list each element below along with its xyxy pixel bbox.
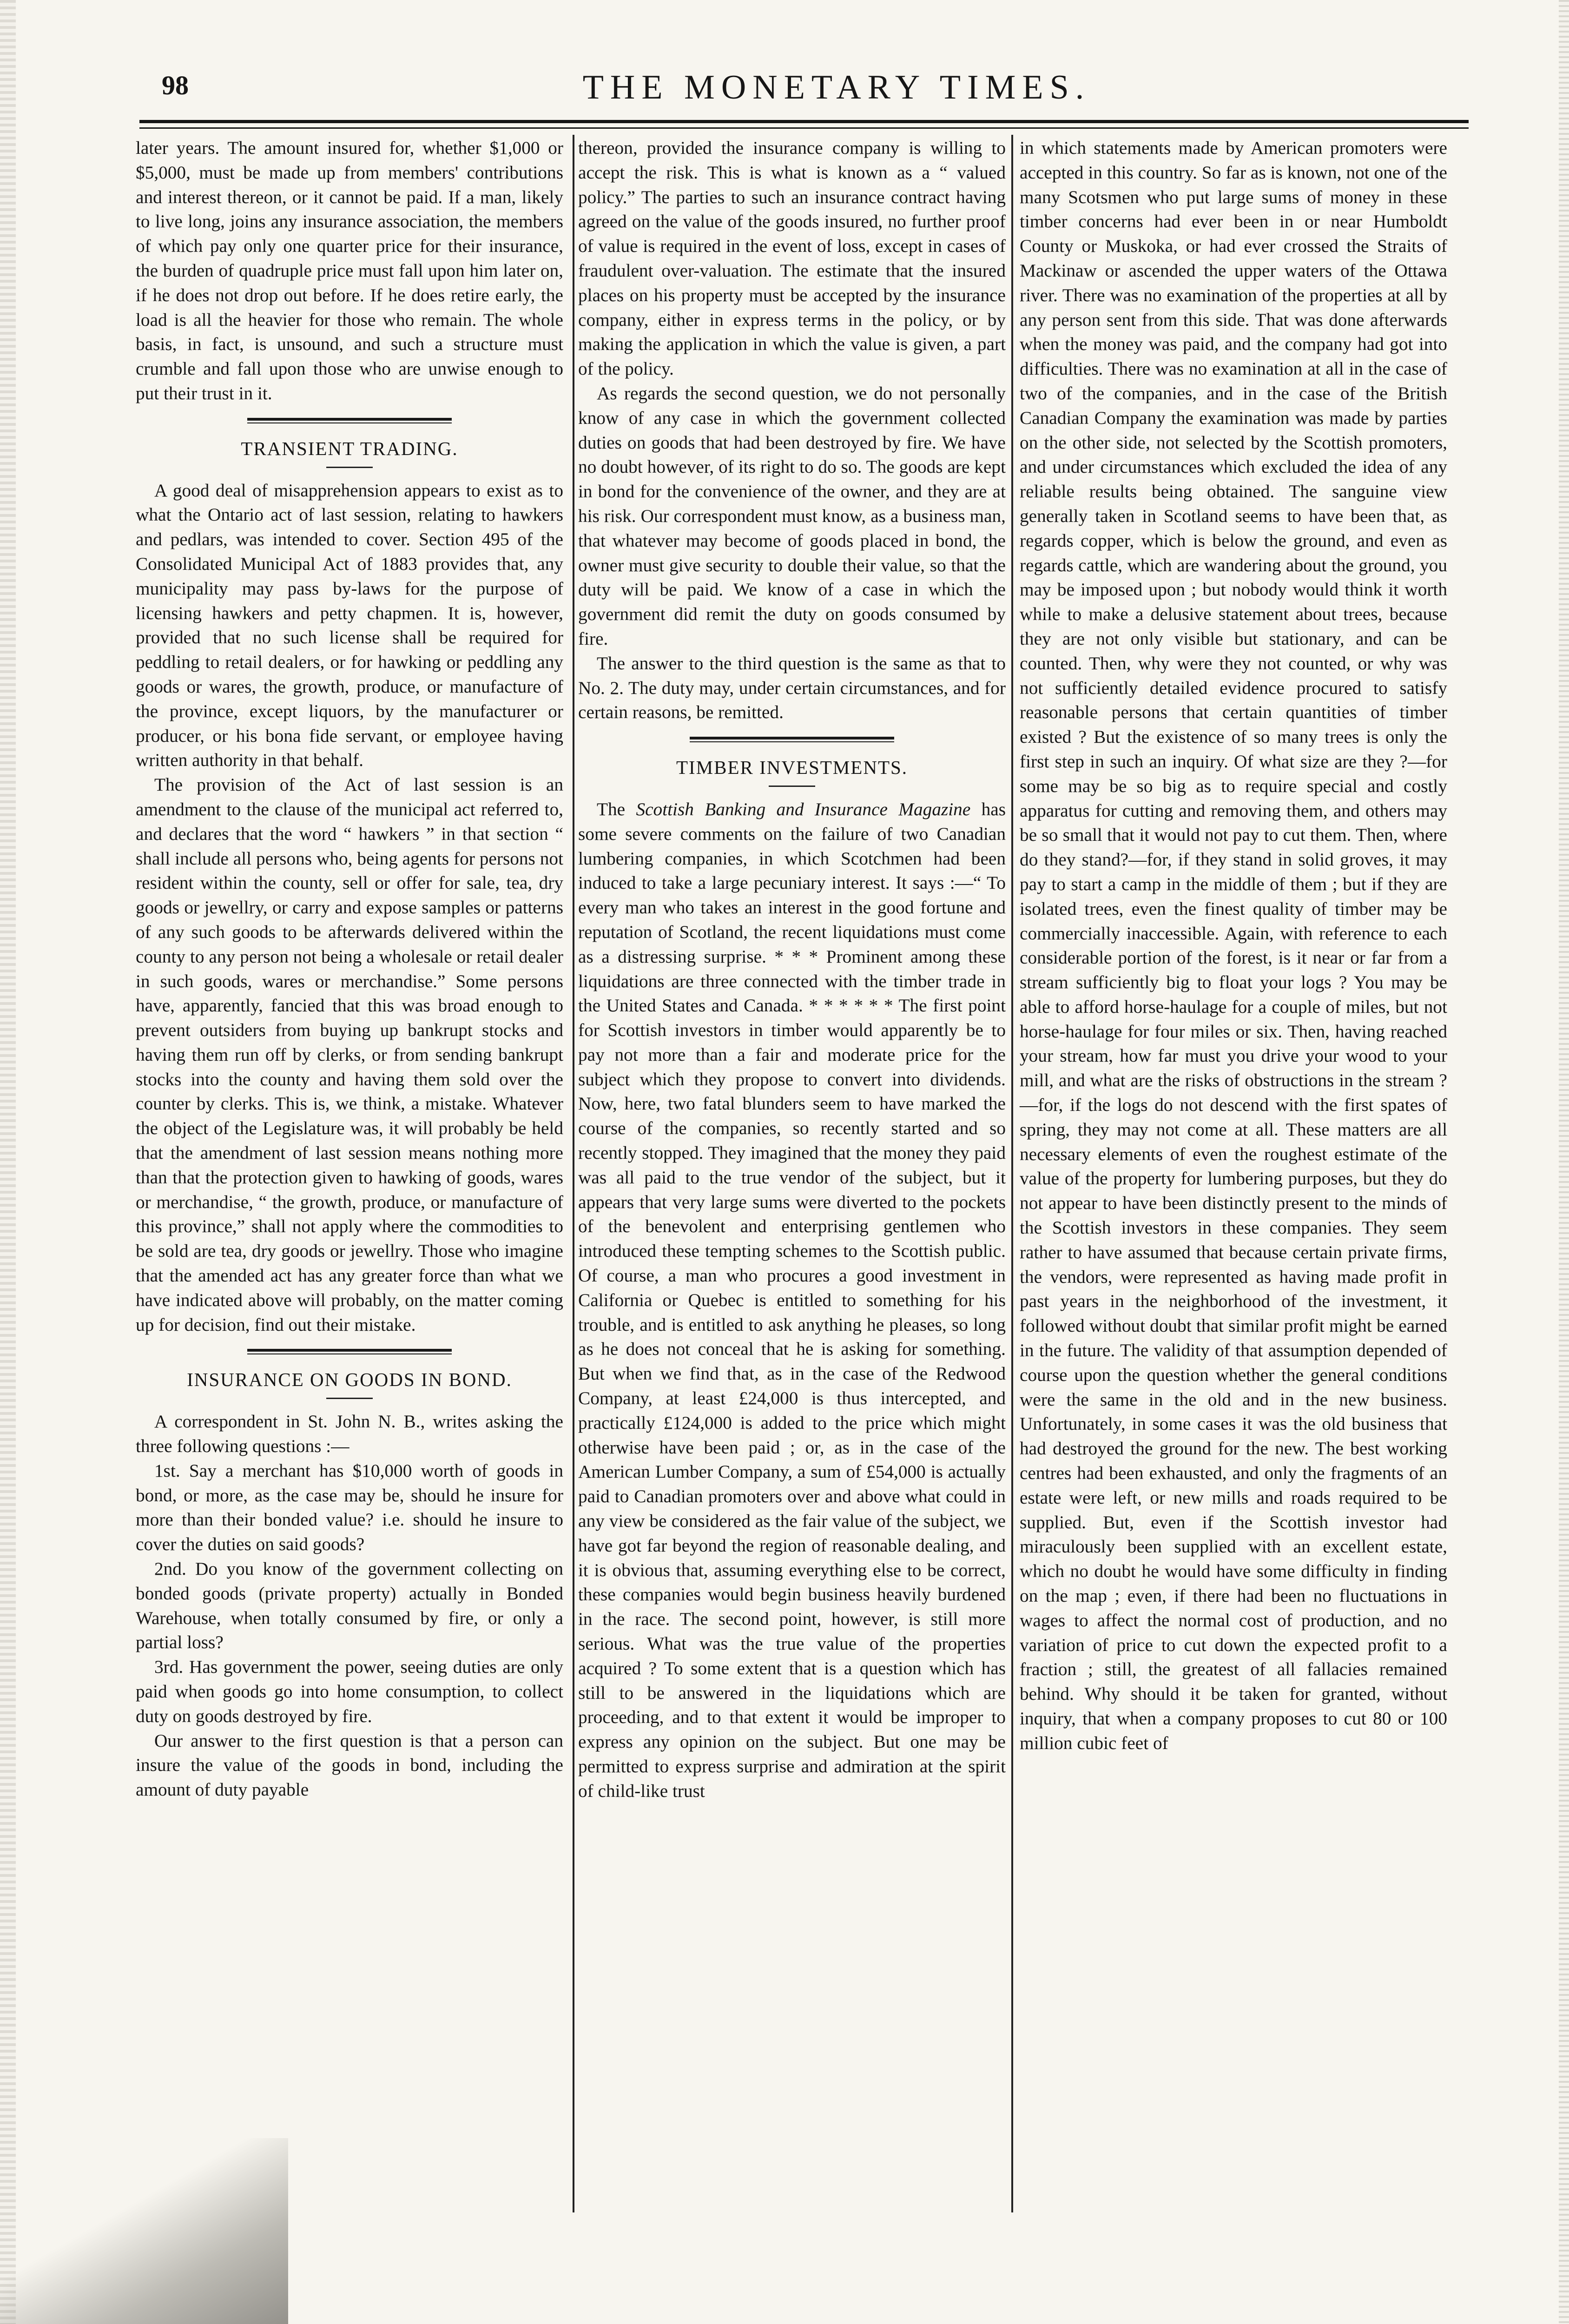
journal-title: THE MONETARY TIMES. <box>582 68 1091 106</box>
heading-underline <box>326 1398 373 1399</box>
bond-answer-paragraph: As regards the second question, we do not personally know of any case in which the government collected duties on goods that had been destroyed by fire. We have no doubt however, of its right to do so. The goods are kept in bond for the convenience of the owner, and they are at his risk. Our correspondent must know, as a business man, that whatever may become of goods placed in bond, the owner must give security to double their value, so that the duty will be paid. We know of a case in which the government did remit the duty on goods consumed by fire. <box>578 383 1006 649</box>
heading-transient-trading: TRANSIENT TRADING. <box>241 437 458 459</box>
bond-answer: Our answer to the first question is that a person can insure the value of the goods in bond, including the amount of duty payable <box>136 1730 563 1800</box>
timber-lead-word: The <box>597 799 626 819</box>
bond-question: 1st. Say a merchant has $10,000 worth of goods in bond, or more, as the case may be, should he insure for more than their bonded value? i.e. should he insure to cover the duties on said goods? <box>136 1460 563 1555</box>
scan-right-edge <box>1559 0 1569 2324</box>
transient-paragraph: The provision of the Act of last session is an amendment to the clause of the municipal act referred to, and declares that the word “ hawkers ” in that section “ shall include all persons who, being agents for persons not resident within the county, sell or offer for sale, tea, dry goods or jewellry, or carry and expose samples or patterns of any such goods to be afterwards delivered within the county to any person not being a wholesale or retail dealer in such goods, wares or merchandise.” Some persons have, apparently, fancied that this was broad enough to prevent outsiders from buying up bankrupt stocks and having them run off by clerks, or from sending bankrupt stocks into the county and having them sold over the counter by clerks. This is, we think, a mistake. Whatever the object of the Legislature was, it will probably be held that the amendment of last session means nothing more than that the protection given to hawking of goods, wares or merchandise, “ the growth, produce, or manufacture of this province,” shall not apply where the commodities to be sold are tea, dry goods or jewellry. Those who imagine that the amended act has any greater force than what we have indicated above will probably, on the matter coming up for decision, find out their mistake. <box>136 774 563 1335</box>
scan-binding-edge <box>0 0 16 2324</box>
timber-text: has some severe comments on the failure of two Canadian lumbering companies, in which Scotchmen had been induced to take a large pecuniary interest. It says :—“ To every man who takes an interest in the good fortune and reputation of Scotland, the recent liquidations must come as a distressing surprise. * * * Prominent among these liquidations are three connected with the timber trade in the United States and Canada. * * * * * * The first point for Scottish investors in timber would apparently be to pay not more than a fair and moderate price for the subject which they propose to convert into dividends. Now, here, two fatal blunders seem to have marked the course of the companies, so recently started and so recently stopped. They imagined that the money they paid was all paid to the true vendor of the subject, but it appears that very large sums were diverted to the pockets of the benevolent and enterprising gentlemen who introduced these tempting schemes to the Scottish public. Of course, a man who procures a good investment in California or Quebec is entitled to something for his trouble, and is entitled to ask anything he pleases, so long as he does not conceal that he is asking for something. But when we find that, as in the case of the Redwood Company, at least £24,000 is thus intercepted, and practically £124,000 is added to the price which might otherwise have been paid ; or, as in the case of the American Lumber Company, a sum of £54,000 is actually paid to Canadian promoters over and above what could in any view be considered as the fair value of the subject, we have got far beyond the region of reasonable dealing, and it is obvious that, assuming everything else to be correct, these companies would begin business heavily burdened in the race. The second point, however, is still more serious. What was the true value of the properties acquired ? To some extent that is a question which has still to be answered in the liquidations which are proceeding, and to that extent it would be improper to express any opinion on the subject. But one may be permitted to express surprise and admiration at the spirit of child-like trust <box>578 799 1006 1801</box>
transient-paragraph: A good deal of misapprehension appears to exist as to what the Ontario act of last session, relating to hawkers and pedlars, was intended to cover. Section 495 of the Consolidated Municipal Act of 1883 provides that, any municipality may pass by-laws for the purpose of licensing hawkers and petty chapmen. It is, however, provided that no such license shall be required for peddling to retail dealers, or for hawking or peddling any goods or wares, the growth, produce, or manufacture of the province, except liquors, by the manufacturer or producer, or his bona fide servant, or employee having written authority in that behalf. <box>136 480 563 771</box>
column-separator-1 <box>573 135 574 2212</box>
article-continuation: later years. The amount insured for, whether $1,000 or $5,000, must be made up from members' contributions and interest thereon, or it cannot be paid. If a man, likely to live long, joins any insurance association, the members of which pay only one quarter price for their insurance, the burden of quadruple price must fall upon him later on, if he does not drop out before. If he does retire early, the load is all the heavier for those who remain. The whole basis, in fact, is unsound, and such a structure must crumble and fall upon those who are unwise enough to put their trust in it. <box>136 138 563 403</box>
column-separator-2 <box>1011 135 1013 2212</box>
section-divider <box>247 1349 452 1354</box>
page-number: 98 <box>162 70 189 100</box>
heading-insurance-on-goods-in-bond: INSURANCE ON GOODS IN BOND. <box>187 1369 512 1391</box>
bond-paragraph: A correspondent in St. John N. B., writes asking the three following questions :— <box>136 1411 563 1457</box>
heading-underline <box>769 786 815 787</box>
timber-continuation: in which statements made by American promoters were accepted in this country. So far as is known, not one of the many Scotsmen who put large sums of money in these timber concerns had ever been in or near Humboldt County or Muskoka, or had ever crossed the Straits of Mackinaw or ascended the upper waters of the Ottawa river. There was no examination of the properties at all by any person sent from this side. That was done afterwards when the money was paid, and the company had got into difficulties. There was no examination at all in the case of two of the companies, and in the case of the British Canadian Company the examination was made by parties on the other side, not selected by the Scottish promoters, and under circumstances which excluded the idea of any reliable results being obtained. The sanguine view generally taken in Scotland seems to have been that, as regards copper, which is below the ground, and even as regards cattle, which are wandering about the ground, you may be imposed upon ; but nobody would think it worth while to make a delusive statement about trees, because they are not only visible but stationary, and can be counted. Then, why were they not counted, or why was not sufficiently detailed evidence procured to satisfy reasonable persons that certain quantities of timber existed ? But the existence of so many trees is only the first step in such an inquiry. Of what size are they ?—for some may be so big as to require special and costly apparatus for cutting and removing them, and others may be so small that it would not pay to cut them. Then, where do they stand?—for, if they stand in solid groves, it may pay to start a camp in the middle of them ; but if they are isolated trees, even the finest quality of timber may be commercially inaccessible. Again, with reference to each considerable portion of the forest, is it near or far from a stream sufficiently big to float your logs ? You may be able to afford horse-haulage for a couple of miles, but not horse-haulage for four miles or six. Then, having reached your stream, how far must you drive your wood to your mill, and what are the risks of obstructions in the stream ?—for, if the logs do not descend with the first spates of spring, they may not come at all. These matters are all necessary elements of even the roughest estimate of the value of the property for lumbering purposes, but they do not appear to have been distinctly present to the minds of the Scottish investors in these companies. They seem rather to have assumed that because certain private firms, the vendors, were represented as having made profit in past years in the neighborhood of the investment, it followed without doubt that similar profit might be earned in the future. The validity of that assumption depended of course upon the question whether the general conditions were the same in the old and in the new business. Unfortunately, in some cases it was the old business that had destroyed the ground for the new. The best working centres had been exhausted, and only the fragments of an estate were left, or new mills and roads required to be supplied. But, even if the Scottish investor had miraculously been supplied with an excellent estate, which no doubt he would have some difficulty in finding on the map ; even, if there had been no fluctuations in wages to affect the normal cost of production, and no variation of price to cut down the expected profit to a fraction ; still, the greatest of all fallacies remained behind. Why should it be taken for granted, without inquiry, that when a company proposes to cut 80 or 100 million cubic feet of <box>1020 138 1447 1753</box>
bond-question: 3rd. Has government the power, seeing duties are only paid when goods go into home consumption, to collect duty on goods destroyed by fire. <box>136 1657 563 1726</box>
header-rule-thin <box>139 127 1469 129</box>
heading-timber-investments: TIMBER INVESTMENTS. <box>676 757 908 779</box>
header-rule-thick <box>139 120 1469 123</box>
bond-answer-paragraph: The answer to the third question is the same as that to No. 2. The duty may, under certain circumstances, and for certain reasons, be remitted. <box>578 653 1006 723</box>
magazine-title: Scottish Banking and Insurance Magazine <box>636 799 971 819</box>
scan-corner-shading <box>0 2138 288 2324</box>
column-2 <box>578 136 1006 1803</box>
bond-answer-continuation: thereon, provided the insurance company is willing to accept the risk. This is what is known as a “ valued policy.” The parties to such an insurance contract having agreed on the value of the goods insured, no further proof of value is required in the event of loss, except in cases of fraudulent over-valuation. The estimate that the insured places on his property must be accepted by the insurance company, either in express terms in the policy, or by making the application in which the value is given, a part of the policy. <box>578 138 1006 379</box>
column-1 <box>136 136 563 1802</box>
column-3 <box>1020 136 1447 1756</box>
section-divider <box>247 418 452 423</box>
timber-paragraph <box>578 797 1006 1803</box>
heading-underline <box>326 467 373 468</box>
bond-question: 2nd. Do you know of the government collecting on bonded goods (private property) actually in Bonded Warehouse, when totally consumed by fire, or only a partial loss? <box>136 1558 563 1653</box>
section-divider <box>690 737 894 742</box>
